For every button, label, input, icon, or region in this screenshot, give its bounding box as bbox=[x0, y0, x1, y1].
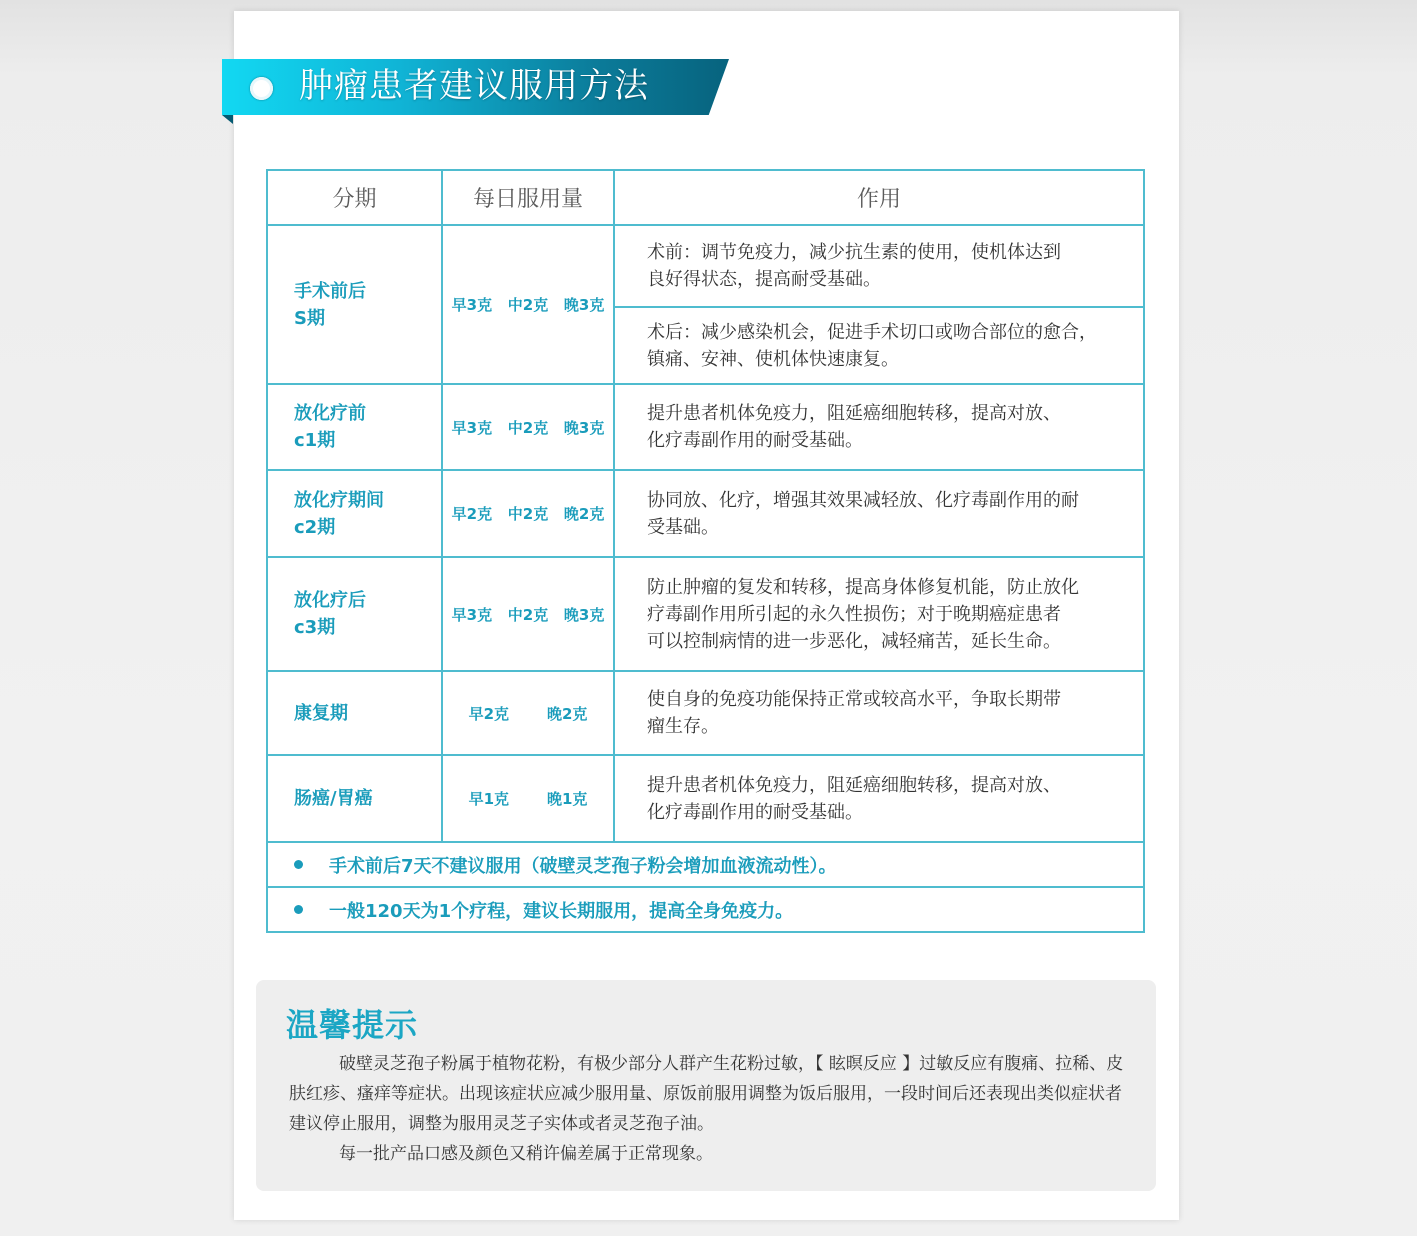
dose-evening: 晚2克 bbox=[547, 704, 588, 723]
dose-evening: 晚3克 bbox=[563, 418, 605, 437]
banner-fold bbox=[222, 115, 233, 124]
stage-cell bbox=[267, 225, 442, 384]
effect-line: 瘤生存。 bbox=[647, 716, 719, 737]
dose-cell bbox=[442, 470, 614, 557]
dose-morning: 早3克 bbox=[451, 296, 493, 314]
dose-morning: 早2克 bbox=[468, 704, 509, 723]
table-header-row bbox=[267, 170, 1144, 225]
effect-line: 术后：减少感染机会，促进手术切口或吻合部位的愈合， bbox=[647, 321, 1097, 343]
header-effect: 作用 bbox=[614, 170, 1144, 225]
dose-morning: 早3克 bbox=[451, 605, 493, 624]
stage-name: 康复期 bbox=[294, 702, 348, 724]
table-row bbox=[267, 225, 1144, 307]
stage-cell bbox=[267, 384, 442, 470]
dose-evening: 晚1克 bbox=[547, 790, 588, 808]
dose-morning: 早2克 bbox=[451, 505, 493, 523]
stage-name: 放化疗后 bbox=[294, 590, 366, 611]
stage-name: 放化疗期间 bbox=[294, 489, 384, 511]
effect-line: 可以控制病情的进一步恶化，减轻痛苦，延长生命。 bbox=[647, 630, 1061, 652]
effect-line: 术前：调节免疫力，减少抗生素的使用，使机体达到 bbox=[647, 242, 1061, 263]
dose-cell bbox=[442, 557, 614, 671]
dose-noon: 中2克 bbox=[507, 418, 549, 437]
dose-morning: 早3克 bbox=[451, 418, 493, 437]
note-row bbox=[267, 842, 1144, 887]
dose-cell bbox=[442, 755, 614, 842]
table-row bbox=[267, 384, 1144, 470]
effect-cell bbox=[614, 307, 1144, 384]
effect-line: 提升患者机体免疫力，阻延癌细胞转移，提高对放、 bbox=[647, 774, 1061, 796]
table-row bbox=[267, 755, 1144, 842]
tips-title: 温馨提示 bbox=[286, 1006, 419, 1044]
page-title: 肿瘤患者建议服用方法 bbox=[299, 66, 649, 106]
effect-line: 防止肿瘤的复发和转移，提高身体修复机能，防止放化 bbox=[647, 576, 1079, 598]
dosage-table bbox=[266, 169, 1145, 933]
stage-cell bbox=[267, 671, 442, 755]
dose-cell bbox=[442, 225, 614, 384]
stage-cell bbox=[267, 470, 442, 557]
circle-bullet-icon bbox=[250, 77, 273, 100]
tips-body bbox=[289, 1049, 1124, 1169]
note-text: 一般120天为1个疗程，建议长期服用，提高全身免疫力。 bbox=[329, 900, 794, 922]
effect-cell bbox=[614, 755, 1144, 842]
stage-name: 手术前后 bbox=[294, 280, 366, 302]
note-cell bbox=[267, 842, 1144, 887]
effect-cell bbox=[614, 470, 1144, 557]
effect-line: 化疗毒副作用的耐受基础。 bbox=[647, 801, 863, 823]
effect-line: 提升患者机体免疫力，阻延癌细胞转移，提高对放、 bbox=[647, 403, 1061, 424]
dose-cell bbox=[442, 671, 614, 755]
stage-code: c2期 bbox=[294, 516, 336, 538]
dosage-table-wrapper bbox=[266, 169, 1143, 945]
effect-line: 使自身的免疫功能保持正常或较高水平，争取长期带 bbox=[647, 689, 1061, 710]
table-row bbox=[267, 671, 1144, 755]
bullet-icon bbox=[294, 860, 303, 869]
effect-line: 镇痛、安神、使机体快速康复。 bbox=[647, 348, 899, 370]
effect-line: 疗毒副作用所引起的永久性损伤；对于晚期癌症患者 bbox=[647, 603, 1061, 625]
dose-evening: 晚3克 bbox=[563, 605, 605, 624]
stage-cell bbox=[267, 755, 442, 842]
effect-cell bbox=[614, 225, 1144, 307]
effect-line: 化疗毒副作用的耐受基础。 bbox=[647, 430, 863, 451]
note-text: 手术前后7天不建议服用（破壁灵芝孢子粉会增加血液流动性）。 bbox=[329, 855, 837, 877]
tips-box bbox=[256, 980, 1156, 1191]
stage-code: S期 bbox=[294, 307, 325, 329]
header-dose: 每日服用量 bbox=[442, 170, 614, 225]
dose-morning: 早1克 bbox=[468, 790, 509, 808]
stage-code: c3期 bbox=[294, 617, 336, 638]
header-stage: 分期 bbox=[267, 170, 442, 225]
effect-line: 受基础。 bbox=[647, 516, 719, 538]
effect-line: 良好得状态，提高耐受基础。 bbox=[647, 269, 881, 290]
effect-cell bbox=[614, 671, 1144, 755]
stage-name: 肠癌/胃癌 bbox=[294, 788, 373, 809]
table-row bbox=[267, 557, 1144, 671]
effect-cell bbox=[614, 557, 1144, 671]
stage-name: 放化疗前 bbox=[294, 403, 366, 424]
dose-evening: 晚2克 bbox=[563, 505, 605, 523]
note-cell bbox=[267, 887, 1144, 932]
effect-cell bbox=[614, 384, 1144, 470]
tips-paragraph: 每一批产品口感及颜色又稍许偏差属于正常现象。 bbox=[339, 1144, 713, 1164]
stage-cell bbox=[267, 557, 442, 671]
stage-code: c1期 bbox=[294, 430, 336, 451]
note-row bbox=[267, 887, 1144, 932]
dose-cell bbox=[442, 384, 614, 470]
dose-noon: 中2克 bbox=[507, 505, 549, 523]
bullet-icon bbox=[294, 905, 303, 914]
dose-evening: 晚3克 bbox=[563, 296, 605, 314]
dose-noon: 中2克 bbox=[507, 296, 549, 314]
table-row bbox=[267, 470, 1144, 557]
dose-noon: 中2克 bbox=[507, 605, 549, 624]
tips-paragraph: 破壁灵芝孢子粉属于植物花粉，有极少部分人群产生花粉过敏，【 眩暝反应 】过敏反应有腹痛、拉稀、皮肤红疹、瘙痒等症状。出现该症状应减少服用量、原饭前服用调整为饭后服用，一段时间后还表现出类似症状者建议停止服用，调整为服用灵芝子实体或者灵芝孢子油。 bbox=[289, 1054, 1124, 1134]
effect-line: 协同放、化疗，增强其效果减轻放、化疗毒副作用的耐 bbox=[647, 489, 1079, 511]
